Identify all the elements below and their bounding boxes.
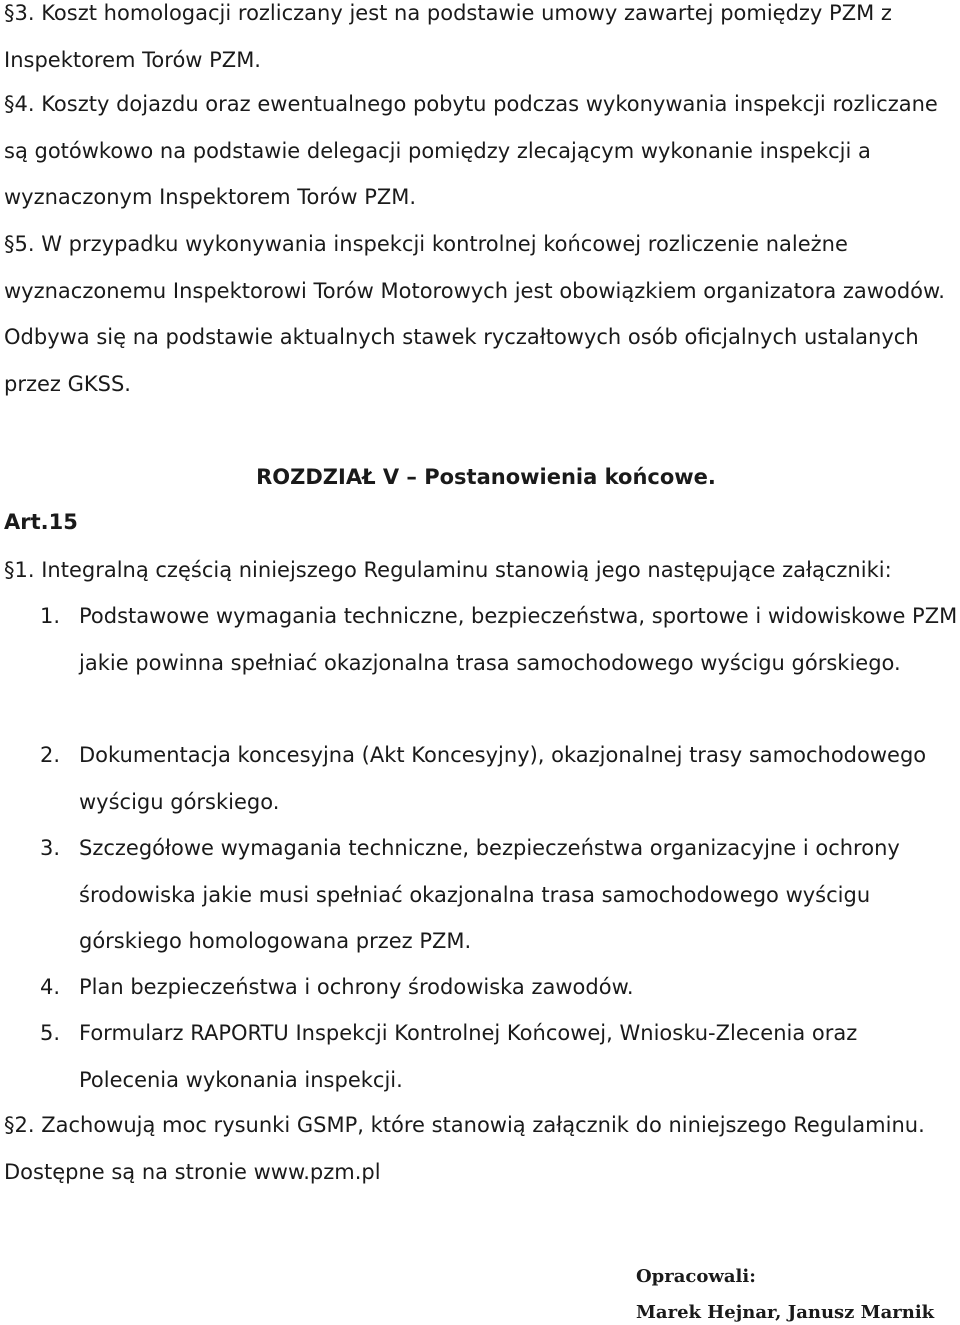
chapter-heading [0, 465, 960, 489]
article-label: Art.15 [4, 510, 78, 534]
attachment-number: 5. [40, 1021, 61, 1045]
attachment-text: Formularz RAPORTU Inspekcji Kontrolnej Końcowej, Wniosku-Zlecenia oraz Polecenia wykonania inspekcji. [79, 1021, 858, 1092]
attachment-item-3 [40, 825, 960, 965]
attachment-item-5 [40, 1010, 960, 1103]
paragraph-3: §3. Koszt homologacji rozliczany jest na podstawie umowy zawartej pomiędzy PZM z Inspektorem Torów PZM. [4, 1, 892, 72]
attachment-text: Plan bezpieczeństwa i ochrony środowiska zawodów. [79, 975, 634, 999]
attachment-text: Podstawowe wymagania techniczne, bezpieczeństwa, sportowe i widowiskowe PZM jakie powinna spełniać okazjonalna trasa samochodowego wyścigu górskiego. [79, 604, 958, 675]
signature-names: Marek Hejnar, Janusz Marnik [636, 1302, 935, 1323]
attachment-text: Szczegółowe wymagania techniczne, bezpieczeństwa organizacyjne i ochrony środowiska jakie musi spełniać okazjonalna trasa samochodowego wyścigu górskiego homologowana przez PZM. [79, 836, 900, 953]
attachment-number: 3. [40, 836, 61, 860]
attachment-number: 2. [40, 743, 61, 767]
attachment-item-4 [40, 964, 960, 1011]
paragraph-4: §4. Koszty dojazdu oraz ewentualnego pobytu podczas wykonywania inspekcji rozliczane są gotówkowo na podstawie delegacji pomiędzy zlecającym wykonanie inspekcji a wyznaczonym Inspektorem Torów PZM. [4, 92, 938, 209]
attachment-number: 1. [40, 604, 61, 628]
attachment-number: 4. [40, 975, 61, 999]
attachment-item-2 [40, 732, 960, 825]
attachment-text: Dokumentacja koncesyjna (Akt Koncesyjny), okazjonalnej trasy samochodowego wyścigu górskiego. [79, 743, 927, 814]
chapter-title: ROZDZIAŁ V – Postanowienia końcowe. [256, 465, 716, 489]
article-section-2: §2. Zachowują moc rysunki GSMP, które stanowią załącznik do niniejszego Regulaminu. Dostępne są na stronie www.pzm.pl [4, 1113, 925, 1184]
attachment-item-1 [40, 593, 960, 686]
paragraph-5: §5. W przypadku wykonywania inspekcji kontrolnej końcowej rozliczenie należne wyznaczonemu Inspektorowi Torów Motorowych jest obowiązkiem organizatora zawodów. Odbywa się na podstawie aktualnych stawek ryczałtowych osób oficjalnych ustalanych przez GKSS. [4, 232, 945, 396]
article-section-1: §1. Integralną częścią niniejszego Regulaminu stanowią jego następujące załączniki: [4, 558, 892, 582]
signature-label: Opracowali: [636, 1266, 756, 1287]
